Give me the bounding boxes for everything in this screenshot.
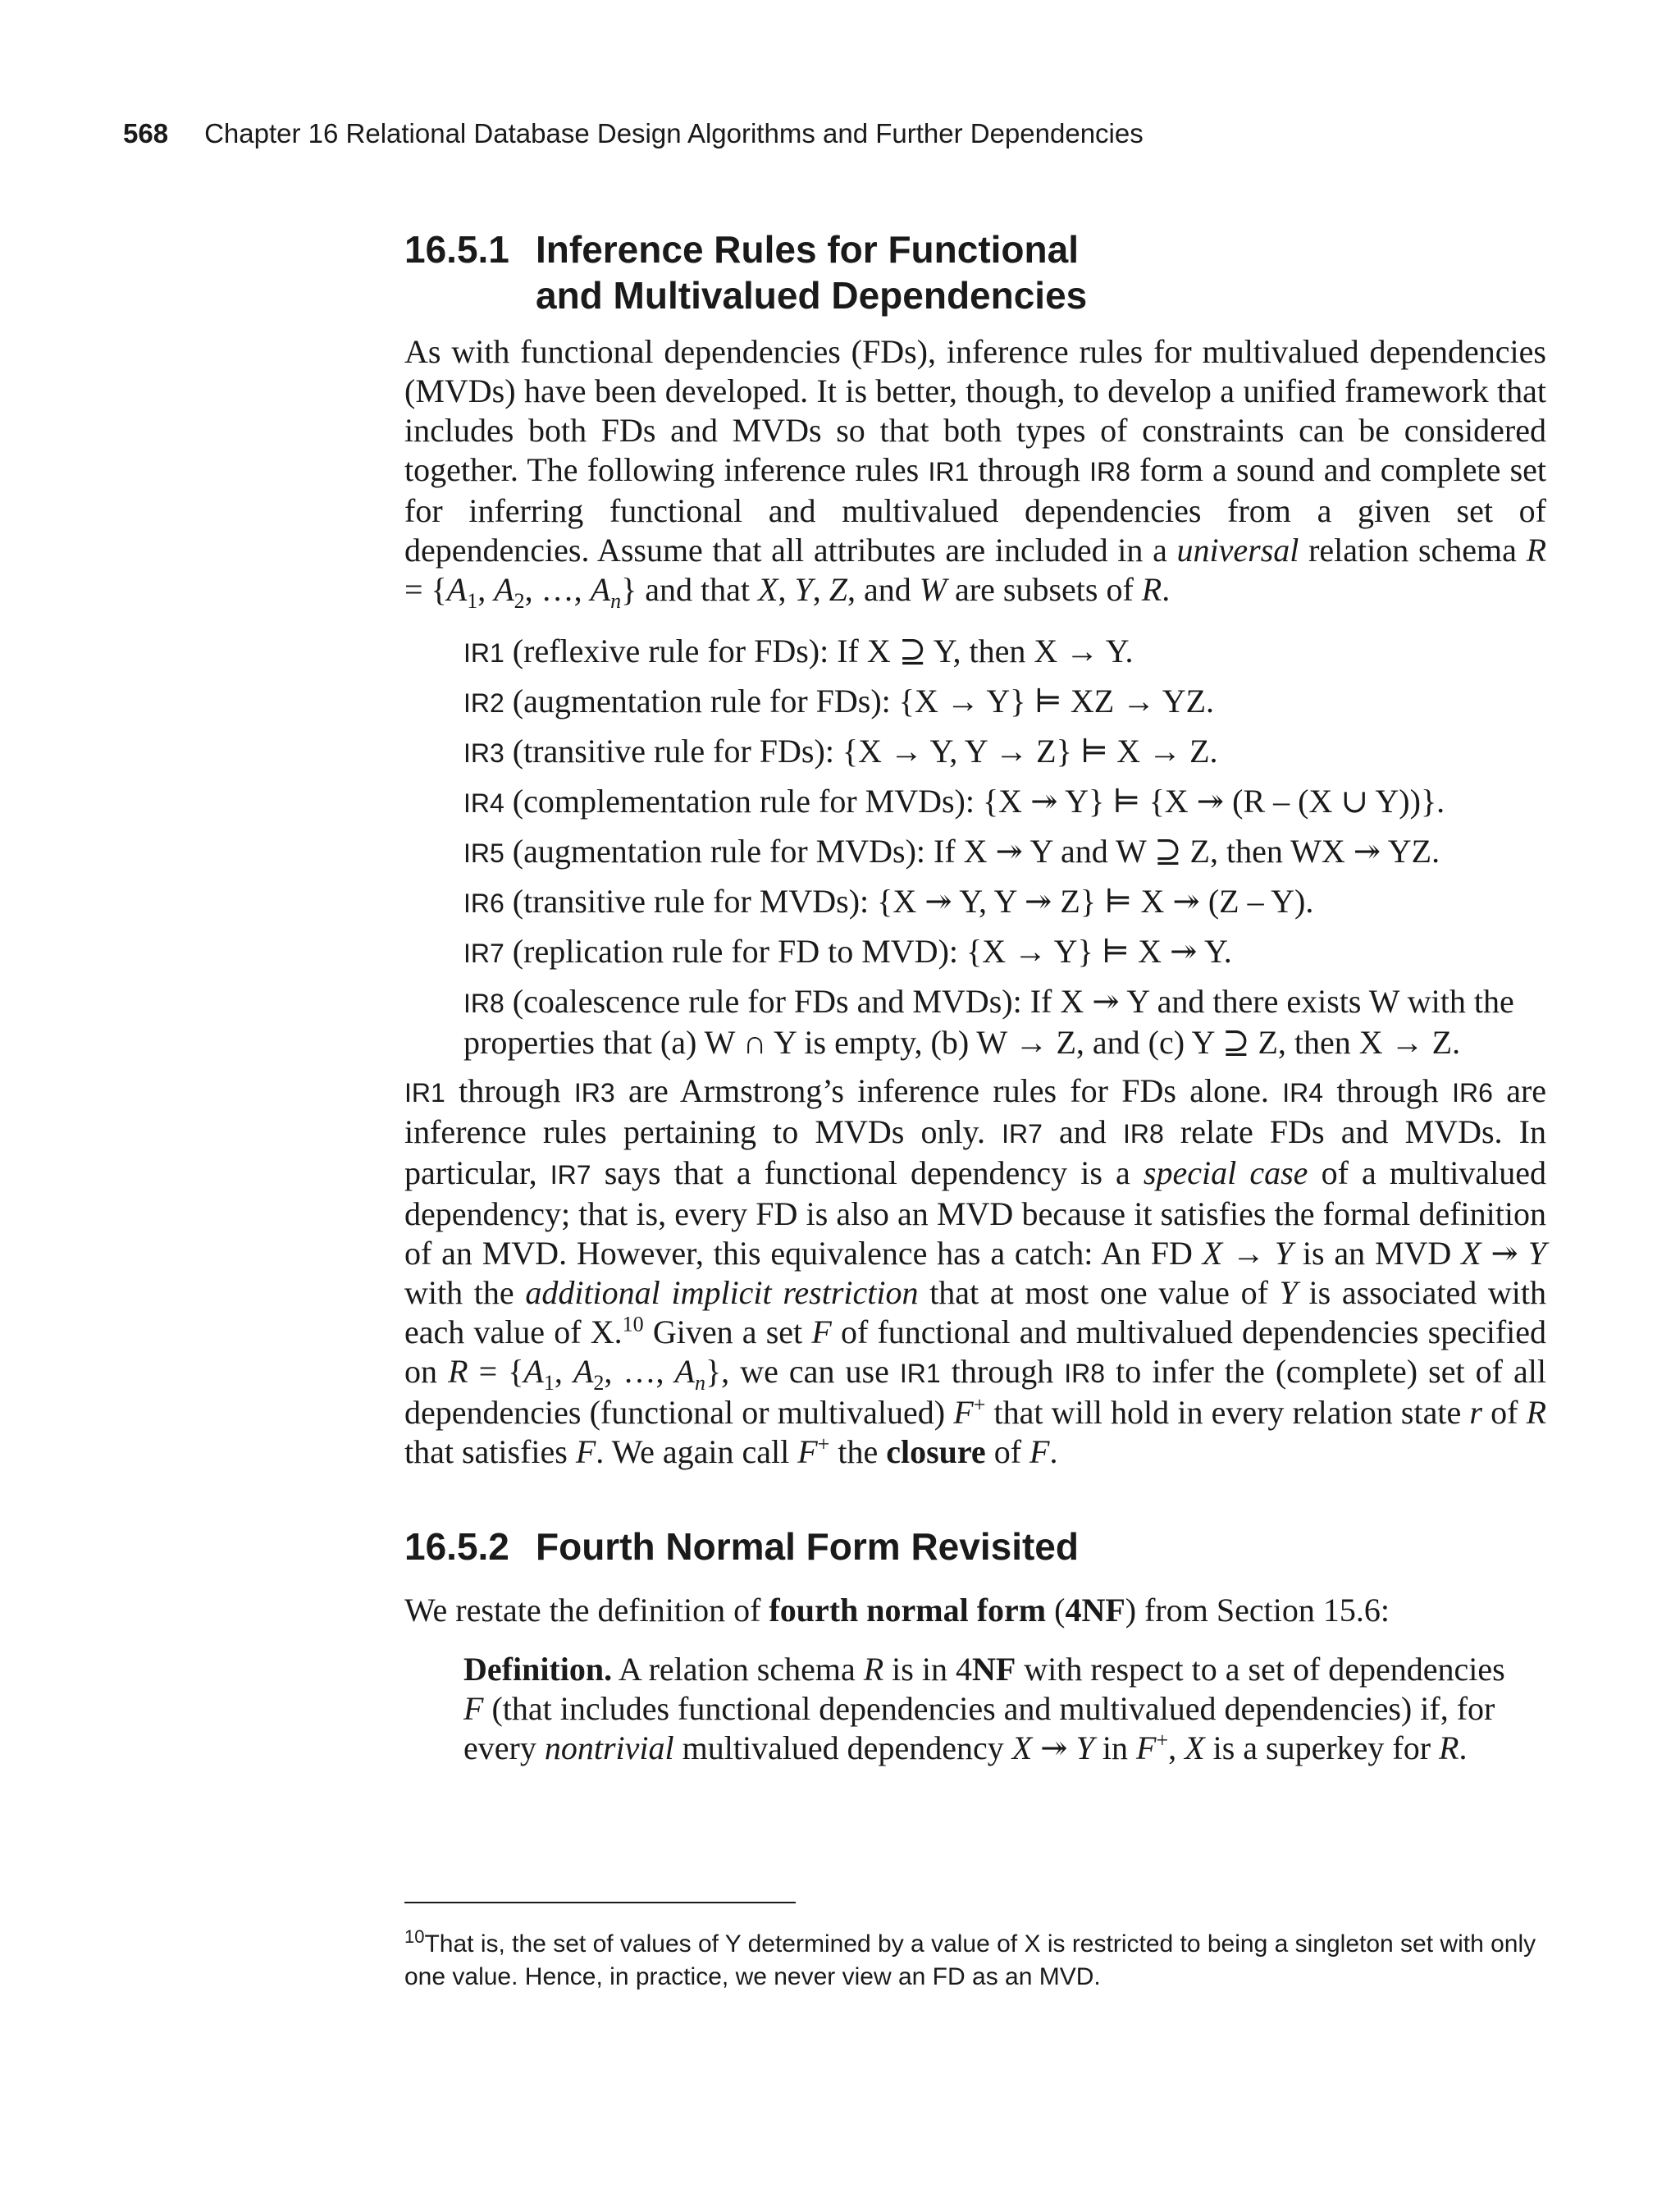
page-number: 568 xyxy=(123,118,169,148)
section-heading-16-5-2 xyxy=(404,1524,1079,1569)
section-number: 16.5.1 xyxy=(404,228,509,271)
footnote-divider xyxy=(404,1902,796,1903)
footnote xyxy=(404,1928,1546,1994)
intro-paragraph: As with functional dependencies (FDs), inference rules for multivalued dependencies (MVDs) have been developed. It is better, though, to develop a unified framework that includes both FDs and MVDs so that both types of constraints can be considered together. The following inference rules IR1 through IR8 form a sound and complete set for inferring functional and multivalued dependencies from a given set of dependencies. Assume that all attributes are included in a universal relation schema $R = \{A_1$, $A_2$, …, $A_n$} and that X, Y, Z, and W are subsets of R. xyxy=(404,333,1547,613)
footnote-marker: 10 xyxy=(404,1926,425,1947)
discussion-paragraph: IR1 through IR3 are Armstrong’s inference rules for FDs alone. IR4 through IR6 are inference rules pertaining to MVDs only. IR7 and IR8 relate FDs and MVDs. In particular, IR7 says that a functional dependency is a special case of a multivalued dependency; that is, every FD is also an MVD because it satisfies the formal definition of an MVD. However, this equivalence has a catch: An FD X → Y is an MVD X ↠ Y with the additional implicit restriction that at most one value of Y is associated with each value of X.$^{10}$ Given a set F of functional and multivalued dependencies specified on $R = \{A_1$, $A_2$, …, $A_n$}, we can use IR1 through IR8 to infer the (complete) set of all dependencies (functional or multivalued) F+ that will hold in every relation state r of R that satisfies F. We again call F+ the closure of F. xyxy=(404,1072,1547,1470)
chapter-title: Chapter 16 Relational Database Design Algorithms and Further Dependencies xyxy=(204,118,1144,148)
section-heading-16-5-1 xyxy=(404,226,1087,318)
section-title-line2: and Multivalued Dependencies xyxy=(536,274,1088,317)
restatement-paragraph: We restate the definition of fourth normal form (4NF) from Section 15.6: xyxy=(404,1592,1390,1629)
section-title-line1: Inference Rules for Functional xyxy=(536,228,1079,271)
section-title: Fourth Normal Form Revisited xyxy=(536,1525,1079,1568)
definition-4nf: Definition. A relation schema R is in 4NF with respect to a set of dependencies F (that includes functional dependencies and multivalued dependencies) if, for every nontrivial multivalued dependency X ↠ Y in F+, X is a superkey for R. xyxy=(463,1651,1505,1766)
running-head xyxy=(123,118,1144,149)
rule-ir4: IR4 (complementation rule for MVDs): {X ↠ Y} ⊨ {X ↠ (R – (X ∪ Y))}. xyxy=(463,783,1445,820)
rule-ir5: IR5 (augmentation rule for MVDs): If X ↠ Y and W ⊇ Z, then WX ↠ YZ. xyxy=(463,833,1440,870)
rule-ir2: IR2 (augmentation rule for FDs): {X → Y} ⊨ XZ → YZ. xyxy=(463,683,1215,720)
rule-ir6: IR6 (transitive rule for MVDs): {X ↠ Y, Y ↠ Z} ⊨ X ↠ (Z – Y). xyxy=(463,883,1314,920)
inference-rules-list xyxy=(463,632,1546,1071)
section-number: 16.5.2 xyxy=(404,1525,509,1568)
rule-ir1: IR1 (reflexive rule for FDs): If X ⊇ Y, then X → Y. xyxy=(463,633,1134,669)
rule-ir8: IR8 (coalescence rule for FDs and MVDs): If X ↠ Y and there exists W with the properties that (a) W ∩ Y is empty, (b) W → Z, and (c) Y ⊇ Z, then X → Z. xyxy=(463,983,1514,1061)
footnote-text: That is, the set of values of Y determined by a value of X is restricted to being a singleton set with only one value. Hence, in practice, we never view an FD as an MVD. xyxy=(404,1930,1536,1990)
rule-ir3: IR3 (transitive rule for FDs): {X → Y, Y → Z} ⊨ X → Z. xyxy=(463,733,1218,770)
rule-ir7: IR7 (replication rule for FD to MVD): {X → Y} ⊨ X ↠ Y. xyxy=(463,933,1232,970)
